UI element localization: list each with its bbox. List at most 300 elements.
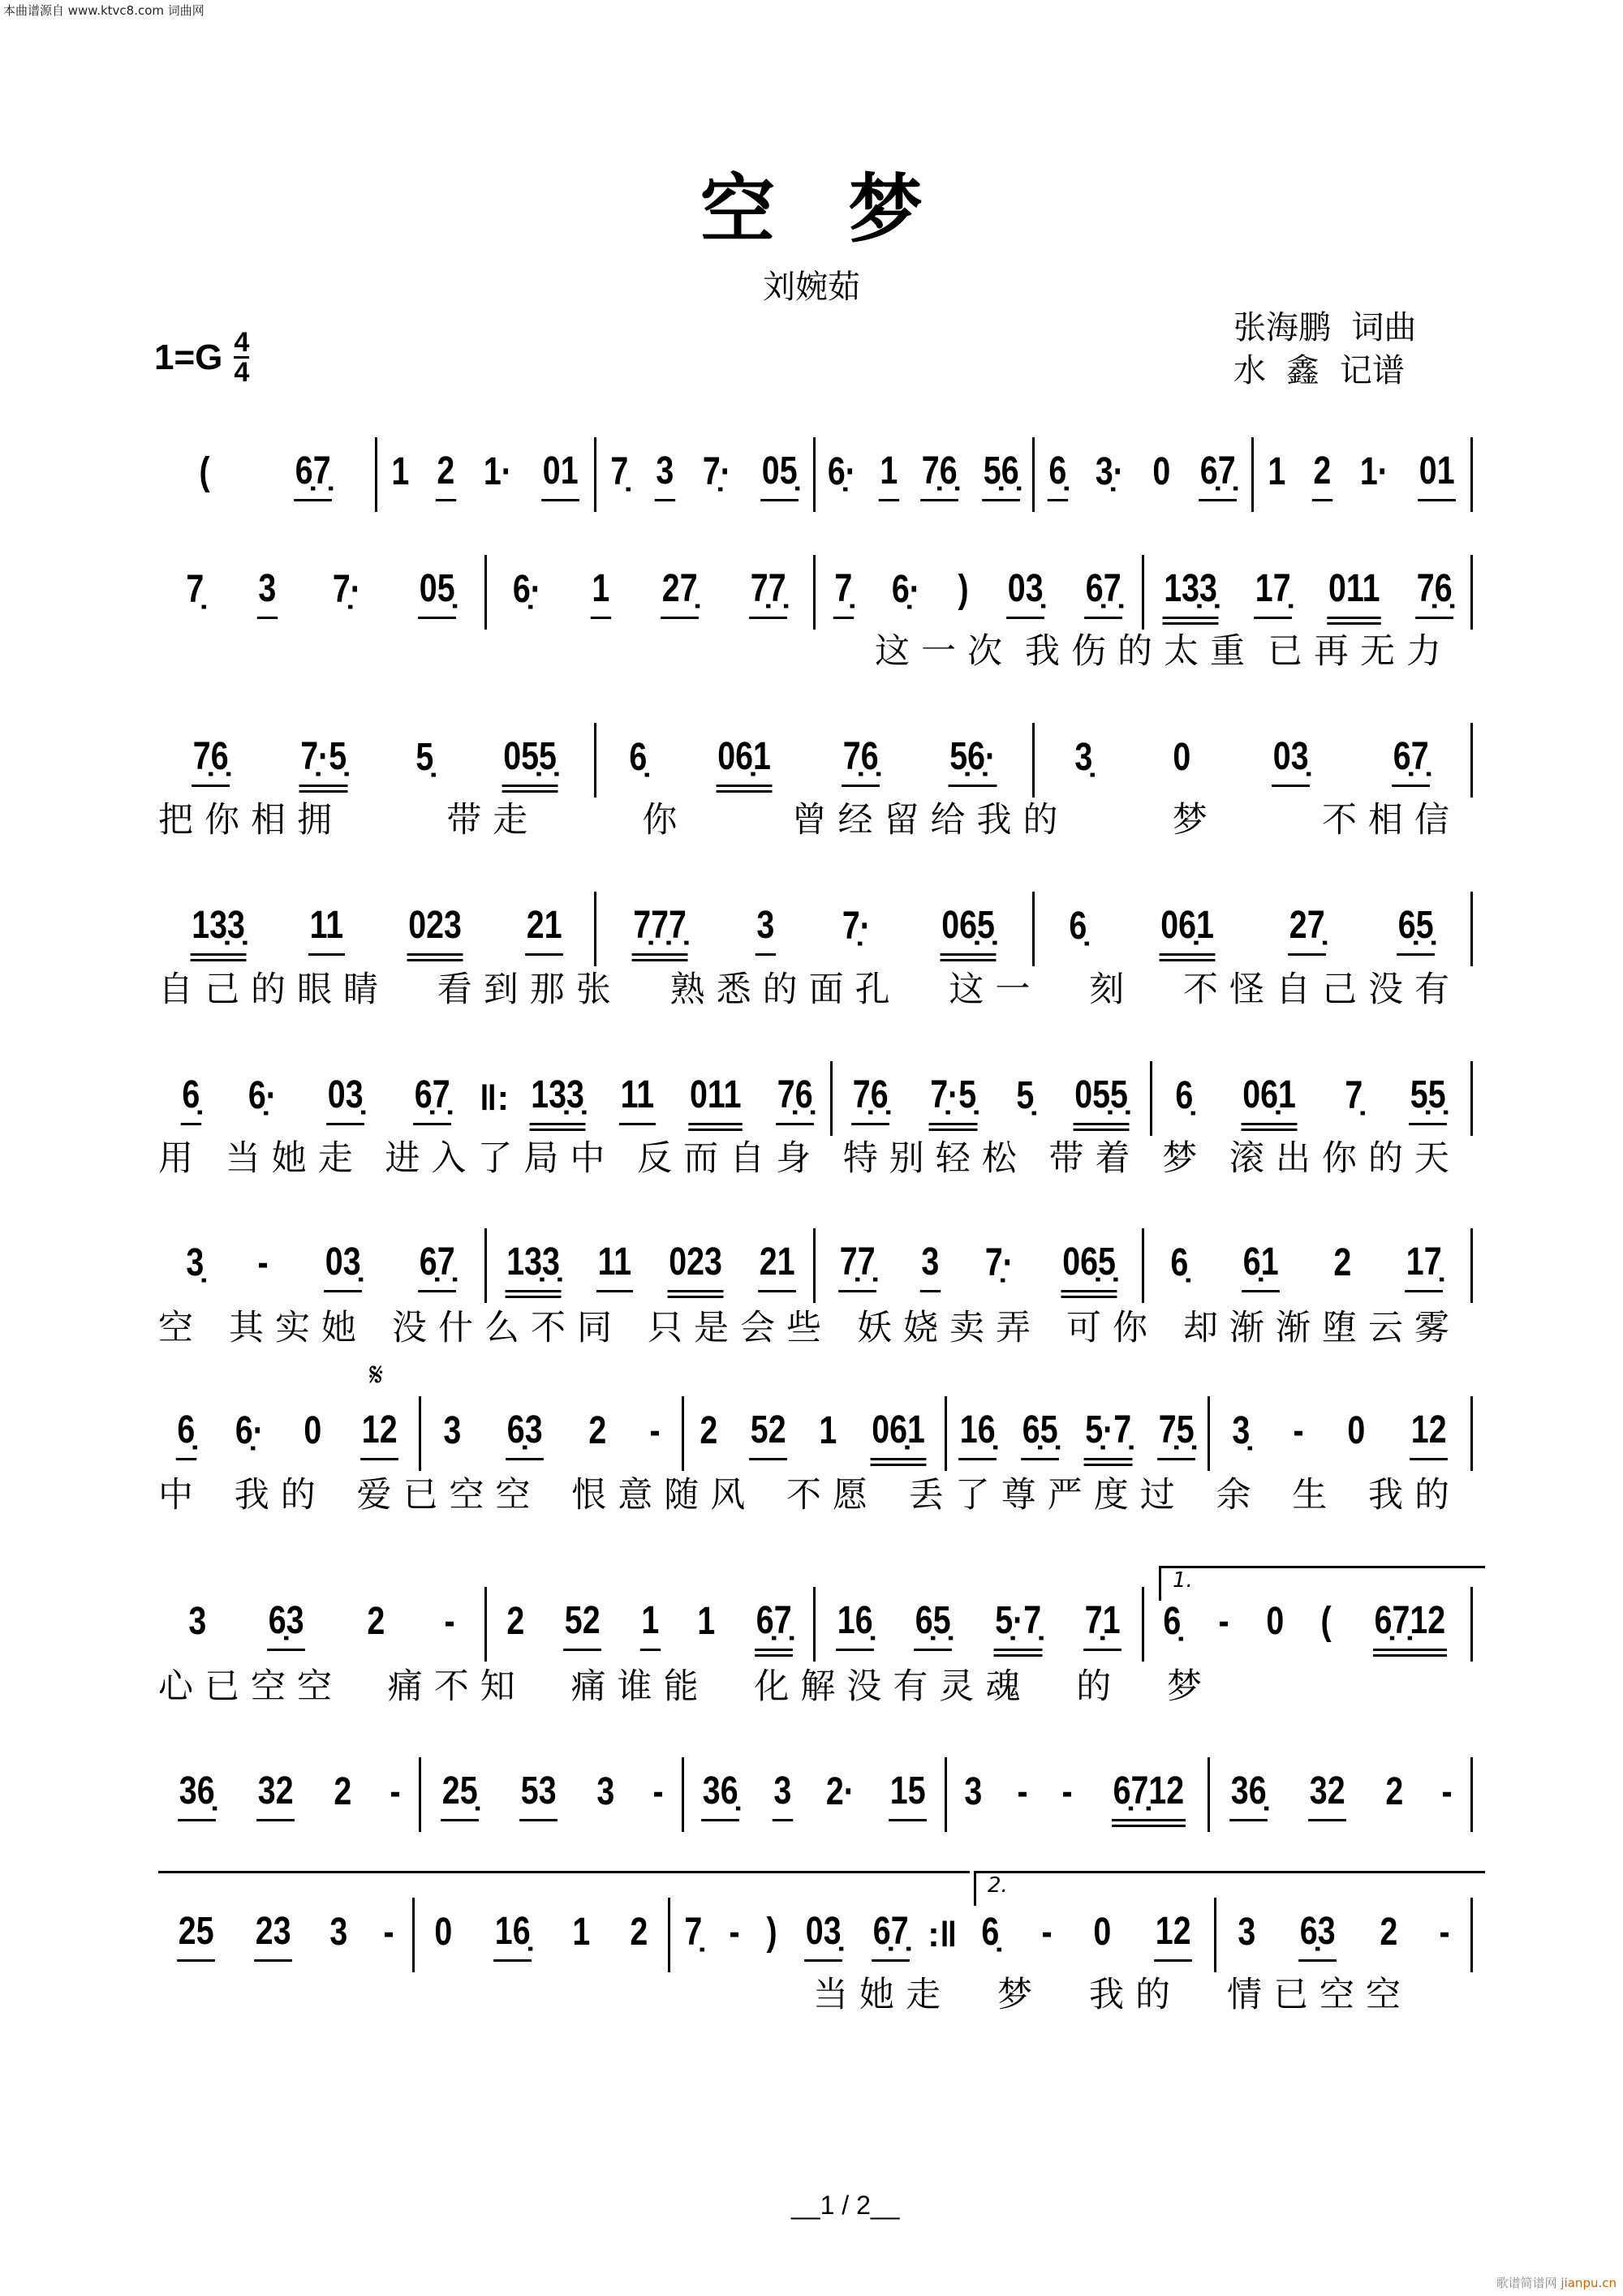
note: 6̣ bbox=[1170, 1241, 1189, 1284]
lyrics-line bbox=[158, 793, 1461, 841]
lyrics-line bbox=[158, 1301, 1461, 1349]
lyric-phrase: 特别轻松 bbox=[842, 1137, 1028, 1179]
measure bbox=[1216, 1894, 1470, 1976]
lyric-phrase: 其实她 bbox=[229, 1307, 368, 1348]
score-line bbox=[158, 434, 1473, 515]
note: 03̣ bbox=[324, 1240, 362, 1292]
score-line bbox=[158, 1058, 1473, 1139]
measure bbox=[158, 1584, 484, 1665]
lyric-phrase: 丢了尊严度过 bbox=[908, 1474, 1186, 1516]
lyric-phrase: 不愿 bbox=[786, 1474, 879, 1516]
note: 12 bbox=[1410, 1408, 1448, 1460]
note: 6̣ bbox=[181, 1073, 201, 1125]
measure bbox=[833, 1058, 1151, 1139]
note: 3 bbox=[655, 449, 675, 501]
score-line bbox=[158, 1225, 1473, 1306]
note: 7̣7̣ bbox=[838, 1240, 876, 1292]
note: 2 bbox=[630, 1911, 648, 1954]
note: 7̣7̣ bbox=[750, 566, 788, 619]
measure bbox=[947, 1754, 1208, 1835]
barline bbox=[1470, 1898, 1473, 1972]
note: - bbox=[652, 1770, 664, 1813]
note: ( bbox=[199, 450, 210, 493]
note: 1 bbox=[391, 450, 409, 493]
note: 3 bbox=[329, 1911, 348, 1954]
note: 3̣ bbox=[185, 1241, 204, 1284]
note: 6̣7̣ bbox=[872, 1909, 910, 1962]
note: 5̣ bbox=[415, 736, 434, 779]
note: 1· bbox=[1359, 450, 1388, 493]
lyric-phrase: 把你相拥 bbox=[158, 799, 343, 841]
note: 06̣1 bbox=[717, 734, 773, 787]
note: 05̣5̣ bbox=[1074, 1073, 1130, 1125]
note: 05̣5̣ bbox=[502, 734, 558, 787]
note: 0 bbox=[1346, 1409, 1365, 1452]
lyrics-line bbox=[158, 1468, 1461, 1516]
note: 17̣ bbox=[1254, 566, 1292, 619]
note: 7̣ bbox=[185, 568, 204, 611]
barline bbox=[1470, 1757, 1473, 1832]
note: 3 bbox=[920, 1240, 941, 1292]
measure bbox=[1035, 720, 1470, 801]
note: 3 bbox=[257, 566, 278, 619]
note: 03̣ bbox=[1006, 566, 1044, 619]
measure bbox=[158, 1225, 484, 1306]
key-signature bbox=[154, 329, 249, 386]
barline bbox=[1470, 1061, 1473, 1136]
note: 5̣5̣ bbox=[1409, 1073, 1447, 1125]
lyrics-line bbox=[875, 624, 1453, 673]
segno-icon: 𝄋 bbox=[369, 1357, 384, 1394]
lyric-phrase: 化解没有灵魂 bbox=[754, 1666, 1032, 1707]
note: 7̣ bbox=[684, 1911, 703, 1954]
note: 6̣5̣ bbox=[914, 1598, 952, 1651]
barline bbox=[1470, 1587, 1473, 1662]
note: ) bbox=[766, 1911, 777, 1954]
note: 3 bbox=[443, 1409, 462, 1452]
measure bbox=[415, 1894, 669, 1976]
lyric-phrase: 梦 bbox=[997, 1974, 1044, 2015]
lyric-phrase: 恨意随风 bbox=[571, 1474, 757, 1516]
lyric-phrase: 不怪自己没有 bbox=[1182, 969, 1461, 1010]
note: 2 bbox=[1380, 1911, 1398, 1954]
measure bbox=[158, 434, 375, 515]
note: 6̣7̣ bbox=[755, 1598, 793, 1651]
note: 7̣6̣ bbox=[842, 734, 880, 787]
measure bbox=[1144, 552, 1470, 633]
measure bbox=[158, 1754, 419, 1835]
note: 6̣5̣ bbox=[1397, 903, 1435, 956]
note: 6̣· bbox=[891, 568, 920, 611]
note: 7̣ bbox=[833, 566, 854, 619]
measure bbox=[816, 1225, 1142, 1306]
note: 7̣6̣ bbox=[192, 734, 230, 787]
barline bbox=[1470, 437, 1473, 512]
note: 6̣ bbox=[1069, 905, 1087, 948]
note: 27̣ bbox=[661, 566, 699, 619]
singer: 刘婉茹 bbox=[763, 269, 860, 306]
note: 7̣6̣ bbox=[920, 449, 958, 501]
note: 6̣ bbox=[1163, 1600, 1182, 1643]
lyric-phrase: 自己的眼睛 bbox=[158, 969, 390, 1010]
note: 21 bbox=[759, 1240, 797, 1292]
lyric-phrase: 没什么不同 bbox=[392, 1307, 623, 1348]
note: - bbox=[1293, 1409, 1304, 1452]
note: 0 bbox=[1152, 450, 1171, 493]
measure bbox=[158, 1058, 476, 1139]
lyric-phrase: 痛不知 bbox=[387, 1666, 527, 1707]
note: 13̣3̣ bbox=[506, 1240, 562, 1292]
lyric-phrase: 情已空空 bbox=[1227, 1974, 1412, 2015]
credit-composer: 张海鹏 词曲 bbox=[1233, 309, 1417, 346]
barline bbox=[1470, 892, 1473, 966]
lyric-phrase: 心已空空 bbox=[158, 1666, 343, 1707]
lyric-phrase: 痛谁能 bbox=[570, 1666, 710, 1707]
measure bbox=[596, 434, 813, 515]
score-line bbox=[158, 1584, 1473, 1665]
note: 52 bbox=[563, 1598, 601, 1651]
barline bbox=[1470, 1228, 1473, 1303]
measure bbox=[684, 1754, 945, 1835]
measure bbox=[961, 1894, 1215, 1976]
measure bbox=[377, 434, 594, 515]
note: 5̣·7̣ bbox=[1084, 1408, 1133, 1460]
note: - bbox=[444, 1600, 455, 1643]
note: 011 bbox=[689, 1073, 743, 1125]
measure bbox=[1152, 1058, 1470, 1139]
lyric-phrase: 当她走 bbox=[813, 1974, 952, 2015]
measure bbox=[1144, 1225, 1470, 1306]
measure bbox=[1144, 1584, 1470, 1665]
measure bbox=[512, 1058, 830, 1139]
lyric-phrase: 妖娆卖弄 bbox=[857, 1307, 1042, 1348]
note: - bbox=[383, 1911, 394, 1954]
lyric-phrase: 余 bbox=[1216, 1474, 1263, 1516]
note: 3 bbox=[964, 1770, 983, 1813]
note: 11 bbox=[596, 1240, 633, 1292]
lyric-phrase: 已再无力 bbox=[1268, 630, 1453, 672]
lyric-phrase: 梦 bbox=[1166, 1666, 1213, 1707]
note: 11 bbox=[308, 903, 345, 956]
note: 6̣3 bbox=[268, 1598, 306, 1651]
lyric-phrase: 刻 bbox=[1089, 969, 1136, 1010]
note: - bbox=[1218, 1600, 1229, 1643]
note: 21 bbox=[526, 903, 564, 956]
note: ) bbox=[958, 568, 969, 611]
note: 7̣6̣ bbox=[776, 1073, 814, 1125]
note: 7̣· bbox=[984, 1241, 1014, 1284]
note: 36̣ bbox=[179, 1769, 217, 1821]
note: 16̣ bbox=[959, 1408, 997, 1460]
note: 7̣·5̣ bbox=[929, 1073, 978, 1125]
measure bbox=[1254, 434, 1470, 515]
note: - bbox=[1440, 1770, 1453, 1813]
note: ( bbox=[1320, 1600, 1332, 1643]
note: 12 bbox=[360, 1408, 398, 1460]
lyric-phrase: 我的 bbox=[234, 1474, 327, 1516]
measure bbox=[421, 1754, 682, 1835]
lyric-phrase: 曾经留给我的 bbox=[791, 799, 1070, 841]
measure bbox=[596, 720, 1032, 801]
note: 7̣1 bbox=[1083, 1598, 1121, 1651]
lyric-phrase: 梦 bbox=[1162, 1137, 1209, 1179]
measure bbox=[158, 720, 594, 801]
note: - bbox=[389, 1770, 401, 1813]
note: 0 bbox=[1266, 1600, 1284, 1643]
watermark-top: 本曲谱源自 www.ktvc8.com 词曲网 bbox=[3, 3, 204, 18]
note: 3 bbox=[596, 1770, 615, 1813]
note: 1 bbox=[697, 1600, 716, 1643]
note: 3 bbox=[772, 1769, 792, 1821]
lyric-phrase: 我的 bbox=[1368, 1474, 1461, 1516]
note: 01 bbox=[1418, 449, 1456, 501]
note: 06̣1 bbox=[1241, 1073, 1297, 1125]
measure bbox=[1035, 434, 1251, 515]
note: 6̣7̣12 bbox=[1373, 1598, 1447, 1651]
measure bbox=[816, 434, 1032, 515]
time-denominator: 4 bbox=[234, 357, 250, 388]
note: 6̣ bbox=[1047, 449, 1067, 501]
note: 16̣ bbox=[836, 1598, 874, 1651]
note: 6̣ bbox=[981, 1911, 1000, 1954]
note: 2 bbox=[1312, 449, 1332, 501]
repeat-barline: :‖ bbox=[928, 1915, 958, 1954]
note: - bbox=[257, 1241, 269, 1284]
note: 5̣ bbox=[1016, 1074, 1035, 1117]
note: 7̣ bbox=[1345, 1074, 1363, 1117]
note: 6̣· bbox=[248, 1074, 278, 1117]
note: 3 bbox=[1238, 1911, 1256, 1954]
note: 2 bbox=[334, 1770, 352, 1813]
watermark-bottom bbox=[1496, 2274, 1617, 2291]
note: 023 bbox=[407, 903, 463, 956]
note: 6̣1 bbox=[1242, 1240, 1281, 1292]
note: - bbox=[1439, 1911, 1450, 1954]
note: 0 bbox=[1173, 736, 1191, 779]
note: 1 bbox=[878, 449, 898, 501]
volta-first-ending: 1. bbox=[1159, 1566, 1485, 1601]
note: 6̣7̣ bbox=[1084, 566, 1122, 619]
note: 2 bbox=[1333, 1241, 1352, 1284]
note: 2 bbox=[366, 1600, 385, 1643]
note: 6̣ bbox=[176, 1408, 196, 1460]
measure bbox=[487, 1225, 813, 1306]
note: 6̣7̣ bbox=[1199, 449, 1237, 501]
credit-transcriber: 水 鑫 记谱 bbox=[1233, 352, 1405, 389]
measure bbox=[158, 552, 484, 633]
note: 0 bbox=[1093, 1911, 1112, 1954]
note: 32 bbox=[256, 1769, 295, 1821]
song-title: 空梦 bbox=[700, 166, 996, 253]
volta-second-ending: 2. bbox=[974, 1871, 1485, 1906]
note: 13̣3̣ bbox=[530, 1073, 586, 1125]
page-number: __1 / 2__ bbox=[791, 2191, 900, 2220]
lyric-phrase: 我的 bbox=[1089, 1974, 1182, 2015]
barline bbox=[1470, 1396, 1473, 1471]
note: 6̣5̣ bbox=[1021, 1408, 1059, 1460]
note: 6̣7̣ bbox=[294, 449, 332, 501]
note: 1 bbox=[572, 1911, 591, 1954]
note: 11 bbox=[619, 1073, 656, 1125]
lyric-phrase: 中 bbox=[158, 1474, 204, 1516]
lyric-phrase: 只是会些 bbox=[648, 1307, 833, 1348]
note: 16̣ bbox=[493, 1909, 532, 1962]
lyric-phrase: 进入了局中 bbox=[385, 1137, 617, 1179]
watermark-bottom-name: 歌谱简谱网 bbox=[1496, 2276, 1557, 2290]
barline bbox=[1470, 555, 1473, 630]
note: 7̣7̣7̣ bbox=[632, 903, 688, 956]
lyrics-line bbox=[813, 1967, 1412, 2016]
lyric-phrase: 生 bbox=[1292, 1474, 1339, 1516]
note: 1· bbox=[483, 450, 512, 493]
watermark-bottom-url: jianpu.cn bbox=[1561, 2276, 1617, 2290]
note: 06̣5̣ bbox=[941, 903, 997, 956]
note: 15 bbox=[889, 1769, 928, 1821]
note: 03̣ bbox=[1272, 734, 1310, 787]
note: 7̣· bbox=[842, 905, 871, 948]
note: 5̣6̣ bbox=[982, 449, 1020, 501]
lyric-phrase: 看到那张 bbox=[437, 969, 622, 1010]
note: 1 bbox=[819, 1409, 837, 1452]
lyric-phrase: 带走 bbox=[446, 799, 540, 841]
note: 3̣ bbox=[1232, 1409, 1251, 1452]
time-numerator: 4 bbox=[234, 327, 250, 358]
measure bbox=[1210, 1754, 1470, 1835]
lyric-phrase: 这一 bbox=[949, 969, 1042, 1010]
measure bbox=[158, 888, 594, 970]
note: 0 bbox=[434, 1911, 453, 1954]
lyric-phrase: 反而自身 bbox=[637, 1137, 823, 1179]
score-line bbox=[158, 1894, 1473, 1976]
note: 2 bbox=[436, 449, 456, 501]
note: 17̣ bbox=[1406, 1240, 1444, 1292]
note: - bbox=[649, 1409, 661, 1452]
lyric-phrase: 梦 bbox=[1172, 799, 1219, 841]
note: 6̣ bbox=[629, 736, 648, 779]
note: 7̣6̣ bbox=[1416, 566, 1454, 619]
note: 12 bbox=[1154, 1909, 1192, 1962]
key-label: 1=G bbox=[154, 337, 223, 377]
note: 2 bbox=[588, 1409, 607, 1452]
measure bbox=[947, 1393, 1208, 1474]
note: 27̣ bbox=[1288, 903, 1326, 956]
note: 6̣ bbox=[1175, 1074, 1194, 1117]
note: 5̣6̣· bbox=[949, 734, 997, 787]
note: 3̣· bbox=[1095, 450, 1124, 493]
measure bbox=[816, 552, 1142, 633]
note: 6̣· bbox=[235, 1409, 264, 1452]
note: 2 bbox=[700, 1409, 718, 1452]
note: 6̣3 bbox=[506, 1408, 544, 1460]
note: 011 bbox=[1327, 566, 1381, 619]
measure bbox=[158, 1894, 412, 1976]
note: 6̣7̣ bbox=[418, 1240, 456, 1292]
score-line bbox=[158, 552, 1473, 633]
score-line bbox=[158, 888, 1473, 970]
note: 23 bbox=[254, 1909, 292, 1962]
note: 05̣ bbox=[418, 566, 456, 619]
note: 05̣ bbox=[760, 449, 799, 501]
lyric-phrase: 当她走 bbox=[225, 1137, 364, 1179]
measure bbox=[596, 888, 1032, 970]
note: 7̣5̣ bbox=[1157, 1408, 1195, 1460]
note: 7̣6̣ bbox=[851, 1073, 889, 1125]
barline bbox=[1470, 723, 1473, 798]
note: 7̣·5̣ bbox=[299, 734, 347, 787]
measure bbox=[158, 1393, 419, 1474]
score-line bbox=[158, 720, 1473, 801]
lyric-phrase: 滚出你的天 bbox=[1229, 1137, 1461, 1179]
note: 1 bbox=[591, 566, 611, 619]
lyric-phrase: 却渐渐堕云雾 bbox=[1183, 1307, 1461, 1348]
lyrics-line bbox=[158, 1659, 1213, 1708]
note: 01 bbox=[541, 449, 579, 501]
lyric-phrase: 你 bbox=[642, 799, 689, 841]
note: 3 bbox=[188, 1600, 207, 1643]
note: 2 bbox=[506, 1600, 524, 1643]
note: 2· bbox=[825, 1770, 855, 1813]
note: 03̣ bbox=[326, 1073, 364, 1125]
score-line bbox=[158, 1754, 1473, 1835]
note: 06̣1 bbox=[1160, 903, 1216, 956]
note: 6̣· bbox=[513, 568, 542, 611]
lyric-phrase: 的 bbox=[1076, 1666, 1123, 1707]
note: - bbox=[729, 1911, 740, 1954]
measure bbox=[421, 1393, 682, 1474]
note: 03̣ bbox=[804, 1909, 842, 1962]
note: 6̣7̣ bbox=[1392, 734, 1430, 787]
note: 0 bbox=[303, 1409, 321, 1452]
note: 13̣3̣ bbox=[191, 903, 247, 956]
time-signature bbox=[234, 329, 249, 386]
note: - bbox=[1061, 1770, 1073, 1813]
lyric-phrase: 这一次 bbox=[875, 630, 1014, 672]
note: 36̣ bbox=[1230, 1769, 1268, 1821]
note: 06̣1 bbox=[871, 1408, 927, 1460]
note: 023 bbox=[667, 1240, 723, 1292]
note: 6̣3 bbox=[1298, 1909, 1337, 1962]
lyric-phrase: 不相信 bbox=[1321, 799, 1461, 841]
note: 06̣5̣ bbox=[1061, 1240, 1117, 1292]
measure bbox=[816, 1584, 1142, 1665]
note: 13̣3̣ bbox=[1163, 566, 1219, 619]
measure bbox=[1210, 1393, 1470, 1474]
measure bbox=[487, 552, 813, 633]
lyrics-line bbox=[158, 962, 1461, 1011]
note: 52 bbox=[749, 1408, 787, 1460]
note: 53 bbox=[519, 1769, 558, 1821]
note: 5̣·7̣ bbox=[993, 1598, 1042, 1651]
note: 25 bbox=[178, 1909, 216, 1962]
note: 6̣7̣12 bbox=[1112, 1769, 1186, 1821]
note: 36̣ bbox=[701, 1769, 739, 1821]
note: 6̣· bbox=[828, 450, 857, 493]
lyric-phrase: 空 bbox=[158, 1307, 204, 1348]
lyric-phrase: 我伤的太重 bbox=[1025, 630, 1256, 672]
measure bbox=[684, 1393, 945, 1474]
note: 7̣· bbox=[702, 450, 731, 493]
note: 1 bbox=[639, 1598, 660, 1651]
measure bbox=[1035, 888, 1470, 970]
lyric-phrase: 熟悉的面孔 bbox=[669, 969, 902, 1010]
note: 6̣7̣ bbox=[413, 1073, 451, 1125]
note: 3̣ bbox=[1074, 736, 1093, 779]
note: 7̣ bbox=[610, 450, 628, 493]
note: 7̣· bbox=[333, 568, 362, 611]
score-line bbox=[158, 1393, 1473, 1474]
note: 32 bbox=[1308, 1769, 1346, 1821]
lyric-phrase: 用 bbox=[158, 1137, 204, 1179]
